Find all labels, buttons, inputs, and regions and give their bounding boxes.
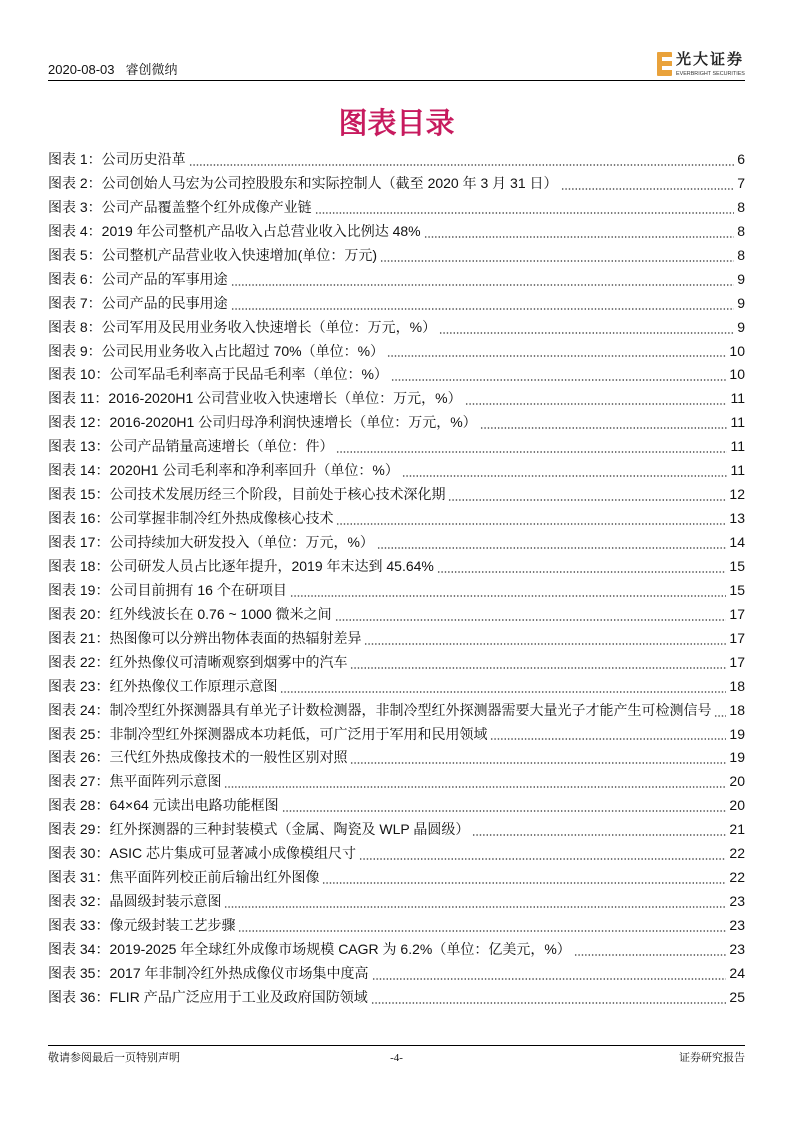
toc-entry-page-number: 20 <box>729 773 745 790</box>
dot-leader <box>231 308 735 310</box>
toc-entry[interactable] <box>48 962 745 986</box>
page-title: 图表目录 <box>338 108 455 140</box>
toc-entry[interactable] <box>48 770 745 794</box>
dot-leader <box>336 451 727 453</box>
dot-leader <box>439 332 734 334</box>
dot-leader <box>391 379 727 381</box>
dot-leader <box>231 284 735 286</box>
toc-entry[interactable] <box>48 723 745 747</box>
toc-entry-page-number: 17 <box>729 653 745 670</box>
toc-entry-page-number: 13 <box>729 510 745 527</box>
toc-entry-page-number: 23 <box>729 893 745 910</box>
toc-entry[interactable] <box>48 794 745 818</box>
company-name: 睿创微纳 <box>125 62 178 77</box>
dot-leader <box>480 427 728 429</box>
toc-entry[interactable] <box>48 651 745 675</box>
toc-entry-page-number: 25 <box>729 988 745 1005</box>
logo-english-name <box>676 70 745 77</box>
page-header <box>48 62 178 78</box>
dot-leader <box>387 355 726 357</box>
dot-leader <box>490 738 726 740</box>
dot-leader <box>282 810 727 812</box>
toc-entry-page-number: 17 <box>729 605 745 622</box>
toc-entry[interactable] <box>48 507 745 531</box>
toc-entry-page-number: 8 <box>737 222 745 239</box>
dot-leader <box>280 691 726 693</box>
toc-entry-label: 图表 36：FLIR 产品广泛应用于工业及政府国防领域 <box>48 988 368 1005</box>
footer-page-number: -4- <box>390 1052 403 1064</box>
footer-report-type: 证券研究报告 <box>679 1052 745 1064</box>
toc-entry[interactable] <box>48 746 745 770</box>
toc-entry-label: 图表 32：晶圆级封装示意图 <box>48 893 222 910</box>
toc-entry[interactable] <box>48 890 745 914</box>
toc-entry[interactable] <box>48 435 745 459</box>
dot-leader <box>224 906 726 908</box>
toc-entry[interactable] <box>48 675 745 699</box>
toc-entry-label: 图表 16：公司掌握非制冷红外热成像核心技术 <box>48 510 334 527</box>
dot-leader <box>380 260 734 262</box>
toc-entry[interactable] <box>48 938 745 962</box>
toc-entry-page-number: 11 <box>730 390 745 407</box>
toc-entry[interactable] <box>48 196 745 220</box>
toc-entry[interactable] <box>48 316 745 340</box>
toc-entry[interactable] <box>48 555 745 579</box>
toc-entry-label: 图表 1：公司历史沿革 <box>48 151 186 167</box>
dot-leader <box>561 188 735 190</box>
dot-leader <box>290 595 727 597</box>
toc-entry[interactable] <box>48 914 745 938</box>
toc-entry[interactable] <box>48 244 745 268</box>
toc-entry-label: 图表 24：制冷型红外探测器具有单光子计数检测器，非制冷型红外探测器需要大量光子才能产生可检测信号 <box>48 701 712 718</box>
toc-entry[interactable] <box>48 483 745 507</box>
toc-entry[interactable] <box>48 340 745 364</box>
dot-leader <box>465 403 728 405</box>
toc-entry-page-number: 22 <box>729 869 745 886</box>
dot-leader <box>424 236 735 238</box>
toc-entry-label: 图表 5：公司整机产品营业收入快速增加(单位：万元) <box>48 246 377 263</box>
toc-entry-page-number: 19 <box>729 749 745 766</box>
toc-entry[interactable] <box>48 387 745 411</box>
dot-leader <box>448 499 726 501</box>
toc-entry-page-number: 9 <box>737 294 745 311</box>
toc-entry-label: 图表 6：公司产品的军事用途 <box>48 270 228 287</box>
toc-entry-label: 图表 7：公司产品的民事用途 <box>48 294 228 311</box>
toc-entry-label: 图表 8：公司军用及民用业务收入快速增长（单位：万元，%） <box>48 318 437 335</box>
header-divider <box>48 80 745 81</box>
dot-leader <box>238 930 726 932</box>
toc-entry-page-number: 12 <box>729 486 745 503</box>
toc-entry-label: 图表 20：红外线波长在 0.76 ~ 1000 微米之间 <box>48 605 332 622</box>
toc-entry-label: 图表 19：公司目前拥有 16 个在研项目 <box>48 581 287 598</box>
toc-entry-page-number: 10 <box>729 366 745 383</box>
toc-entry-label: 图表 2：公司创始人马宏为公司控股股东和实际控制人（截至 2020 年 3 月 31 日） <box>48 174 558 191</box>
toc-entry-label: 图表 34：2019-2025 年全球红外成像市场规模 CAGR 为 6.2%（单位：亿美元，%） <box>48 940 571 957</box>
dot-leader <box>350 667 726 669</box>
toc-entry-label: 图表 14：2020H1 公司毛利率和净利率回升（单位：%） <box>48 462 399 479</box>
everbright-logo <box>657 51 745 78</box>
toc-entry-label: 图表 17：公司持续加大研发投入（单位：万元，%） <box>48 534 374 550</box>
dot-leader <box>402 475 728 477</box>
toc-entry-label: 图表 23：红外热像仪工作原理示意图 <box>48 677 278 694</box>
toc-entry[interactable] <box>48 148 745 172</box>
toc-entry[interactable] <box>48 172 745 196</box>
toc-entry-page-number: 18 <box>729 677 745 694</box>
toc-entry-page-number: 10 <box>729 342 745 359</box>
toc-entry-label: 图表 13：公司产品销量高速增长（单位：件） <box>48 438 334 455</box>
dot-leader <box>372 978 727 980</box>
dot-leader <box>335 619 727 621</box>
toc-entry-label: 图表 35：2017 年非制冷红外热成像仪市场集中度高 <box>48 964 369 981</box>
toc-entry-label: 图表 33：像元级封装工艺步骤 <box>48 917 236 933</box>
toc-entry-label: 图表 28：64×64 元读出电路功能框图 <box>48 797 279 814</box>
toc-entry-page-number: 11 <box>730 414 745 431</box>
logo-chinese-name: 光大证券 <box>676 52 745 68</box>
dot-leader <box>472 834 726 836</box>
toc-entry-page-number: 20 <box>729 797 745 814</box>
footer-divider <box>48 1045 745 1046</box>
toc-entry-label: 图表 12：2016-2020H1 公司归母净利润快速增长（单位：万元，%） <box>48 414 477 431</box>
dot-leader <box>336 523 726 525</box>
toc-entry-label: 图表 30：ASIC 芯片集成可显著减小成像模组尺寸 <box>48 845 357 862</box>
toc-entry-page-number: 7 <box>737 174 745 191</box>
dot-leader <box>315 212 735 214</box>
toc-entry[interactable] <box>48 579 745 603</box>
toc-entry-page-number: 23 <box>729 917 745 933</box>
dot-leader <box>714 715 726 717</box>
toc-entry[interactable] <box>48 627 745 651</box>
toc-entry-page-number: 8 <box>737 246 745 263</box>
toc-entry-page-number: 18 <box>729 701 745 718</box>
toc-entry-page-number: 15 <box>729 557 745 574</box>
logo-english-text: EVERBRIGHT SECURITIES <box>676 70 745 77</box>
toc-entry-label: 图表 21：热图像可以分辨出物体表面的热辐射差异 <box>48 629 362 646</box>
toc-entry-label: 图表 26：三代红外热成像技术的一般性区别对照 <box>48 749 348 766</box>
figure-list <box>48 148 745 1010</box>
toc-entry-label: 图表 29：红外探测器的三种封装模式（金属、陶瓷及 WLP 晶圆级） <box>48 821 470 838</box>
toc-entry-page-number: 14 <box>729 534 745 550</box>
toc-entry[interactable] <box>48 459 745 483</box>
toc-entry-page-number: 9 <box>737 270 745 287</box>
toc-entry[interactable] <box>48 603 745 627</box>
toc-entry-page-number: 24 <box>729 964 745 981</box>
everbright-logo-icon <box>657 52 672 76</box>
toc-entry-label: 图表 4：2019 年公司整机产品收入占总营业收入比例达 48% <box>48 222 421 239</box>
toc-entry-page-number: 8 <box>737 198 745 215</box>
toc-entry-page-number: 21 <box>729 821 745 838</box>
toc-entry-label: 图表 31：焦平面阵列校正前后输出红外图像 <box>48 869 320 886</box>
toc-entry[interactable] <box>48 986 745 1010</box>
dot-leader <box>350 762 726 764</box>
dot-leader <box>377 547 727 549</box>
dot-leader <box>224 786 726 788</box>
toc-entry-label: 图表 11：2016-2020H1 公司营业收入快速增长（单位：万元，%） <box>48 390 462 407</box>
toc-entry-page-number: 17 <box>729 629 745 646</box>
toc-entry-page-number: 11 <box>730 462 745 479</box>
toc-entry-page-number: 15 <box>729 581 745 598</box>
toc-entry-page-number: 19 <box>729 725 745 742</box>
dot-leader <box>437 571 727 573</box>
toc-entry[interactable] <box>48 411 745 435</box>
toc-entry[interactable] <box>48 699 745 723</box>
dot-leader <box>574 954 727 956</box>
report-date: 2020-08-03 <box>48 62 115 77</box>
toc-entry-label: 图表 27：焦平面阵列示意图 <box>48 773 222 790</box>
toc-entry[interactable] <box>48 842 745 866</box>
toc-entry[interactable] <box>48 292 745 316</box>
toc-entry-label: 图表 25：非制冷型红外探测器成本功耗低，可广泛用于军用和民用领域 <box>48 725 488 742</box>
page-footer <box>48 1051 745 1065</box>
toc-entry[interactable] <box>48 220 745 244</box>
toc-entry[interactable] <box>48 866 745 890</box>
toc-entry-label: 图表 10：公司军品毛利率高于民品毛利率（单位：%） <box>48 366 388 383</box>
toc-entry-page-number: 9 <box>737 318 745 335</box>
toc-entry[interactable] <box>48 363 745 387</box>
toc-entry-label: 图表 15：公司技术发展历经三个阶段，目前处于核心技术深化期 <box>48 486 446 503</box>
toc-entry-page-number: 6 <box>737 151 745 167</box>
footer-disclaimer: 敬请参阅最后一页特别声明 <box>48 1052 180 1064</box>
dot-leader <box>364 643 726 645</box>
dot-leader <box>359 858 726 860</box>
dot-leader <box>322 882 726 884</box>
toc-entry[interactable] <box>48 268 745 292</box>
toc-entry[interactable] <box>48 818 745 842</box>
toc-entry-page-number: 11 <box>730 438 745 455</box>
toc-entry-page-number: 23 <box>729 940 745 957</box>
toc-entry-label: 图表 18：公司研发人员占比逐年提升，2019 年末达到 45.64% <box>48 557 434 574</box>
toc-entry-label: 图表 3：公司产品覆盖整个红外成像产业链 <box>48 198 312 215</box>
toc-entry-label: 图表 9：公司民用业务收入占比超过 70%（单位：%） <box>48 342 385 359</box>
toc-entry[interactable] <box>48 531 745 555</box>
dot-leader <box>371 1002 727 1004</box>
toc-entry-label: 图表 22：红外热像仪可清晰观察到烟雾中的汽车 <box>48 653 348 670</box>
toc-entry-page-number: 22 <box>729 845 745 862</box>
dot-leader <box>189 164 735 166</box>
